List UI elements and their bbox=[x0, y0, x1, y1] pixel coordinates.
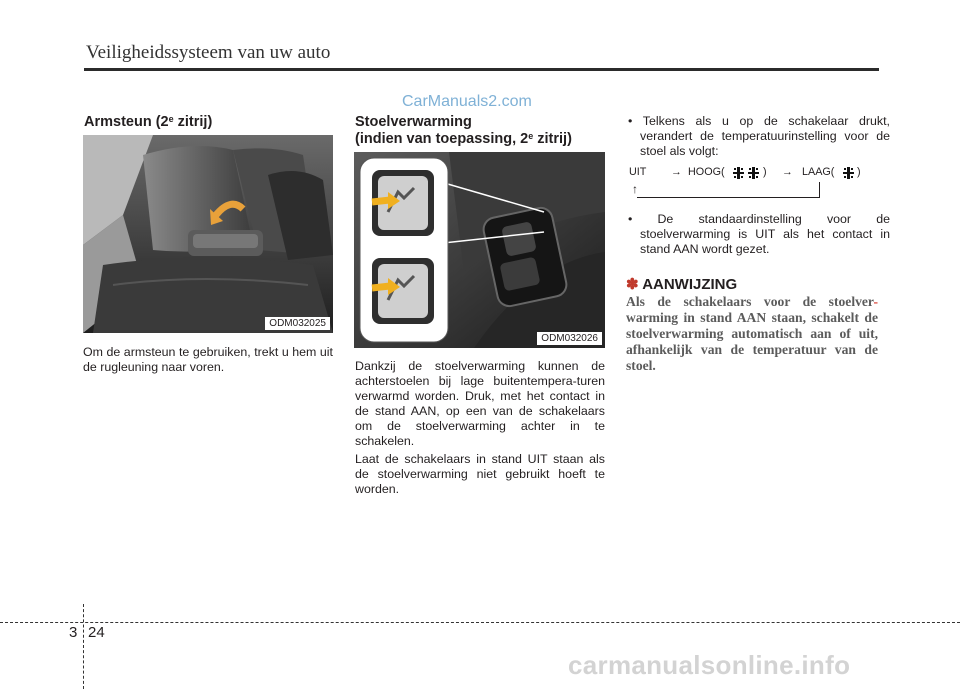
bullet-switch-cycle: • Telkens als u op de schakelaar drukt, verandert de temperatuurinstelling voor de stoel als volgt: bbox=[628, 114, 890, 158]
note-heading: ✽ AANWIJZING bbox=[626, 276, 738, 293]
note-text: Als de schakelaars voor de stoelver- warming in stand AAN staan, schakelt de stoelverwarming automatisch aan of uit, afhankelijk van de temperatuur van de stoel. bbox=[626, 294, 878, 373]
page-number: 24 bbox=[88, 624, 105, 641]
heat-high-icon bbox=[731, 165, 763, 184]
seq-arrow-icon: → bbox=[671, 166, 682, 178]
seq-high-label: HOOG( bbox=[688, 166, 725, 178]
armrest-heading: Armsteun (2e zitrij) bbox=[84, 114, 213, 130]
header-rule bbox=[84, 68, 879, 71]
footer-dashed-rule bbox=[0, 622, 960, 623]
seq-return-line bbox=[637, 188, 820, 198]
seat-heating-paragraph-2: Laat de schakelaars in stand UIT staan als de stoelverwarming niet gebruikt hoeft te worden. bbox=[355, 452, 605, 496]
note-star-icon: ✽ bbox=[626, 276, 639, 293]
seat-heating-heading: Stoelverwarming (indien van toepassing, 2e zitrij) bbox=[355, 114, 572, 147]
seq-off-label: UIT bbox=[629, 166, 647, 178]
running-header-title: Veiligheidssysteem van uw auto bbox=[86, 42, 331, 63]
seq-arrow-icon-2: → bbox=[782, 166, 793, 178]
armrest-illustration bbox=[83, 135, 333, 333]
bullet-default-setting: • De standaardinstelling voor de stoelverwarming is UIT als het contact in stand AAN wordt gezet. bbox=[628, 212, 890, 256]
seat-heater-image-label: ODM032026 bbox=[537, 332, 602, 345]
seq-return-riser bbox=[819, 182, 820, 198]
seat-heater-switch-illustration bbox=[354, 152, 605, 348]
temperature-sequence bbox=[629, 166, 879, 200]
armrest-photo bbox=[83, 135, 333, 333]
footer-watermark: carmanualsonline.info bbox=[568, 650, 851, 680]
seat-heater-switch-photo bbox=[354, 152, 605, 348]
seat-heating-paragraph-1: Dankzij de stoelverwarming kunnen de achterstoelen bij lage buitentempera-turen verwarmd worden. Druk, met het contact in de stand AAN, op een van de schakelaars om de stoelverwarming achter in te schakelen. bbox=[355, 359, 605, 448]
seq-return-arrow-icon: ↑ bbox=[632, 182, 638, 196]
armrest-paragraph: Om de armsteun te gebruiken, trekt u hem uit de rugleuning naar voren. bbox=[83, 345, 333, 374]
armrest-image-label: ODM032025 bbox=[265, 317, 330, 330]
seq-low-label: LAAG( bbox=[802, 166, 835, 178]
heat-low-icon bbox=[841, 165, 857, 184]
footer-dashed-divider bbox=[83, 604, 84, 689]
site-watermark: CarManuals2.com bbox=[402, 93, 532, 110]
chapter-number: 3 bbox=[69, 624, 78, 641]
seq-low-close: ) bbox=[857, 166, 861, 178]
seq-high-close: ) bbox=[763, 166, 767, 178]
